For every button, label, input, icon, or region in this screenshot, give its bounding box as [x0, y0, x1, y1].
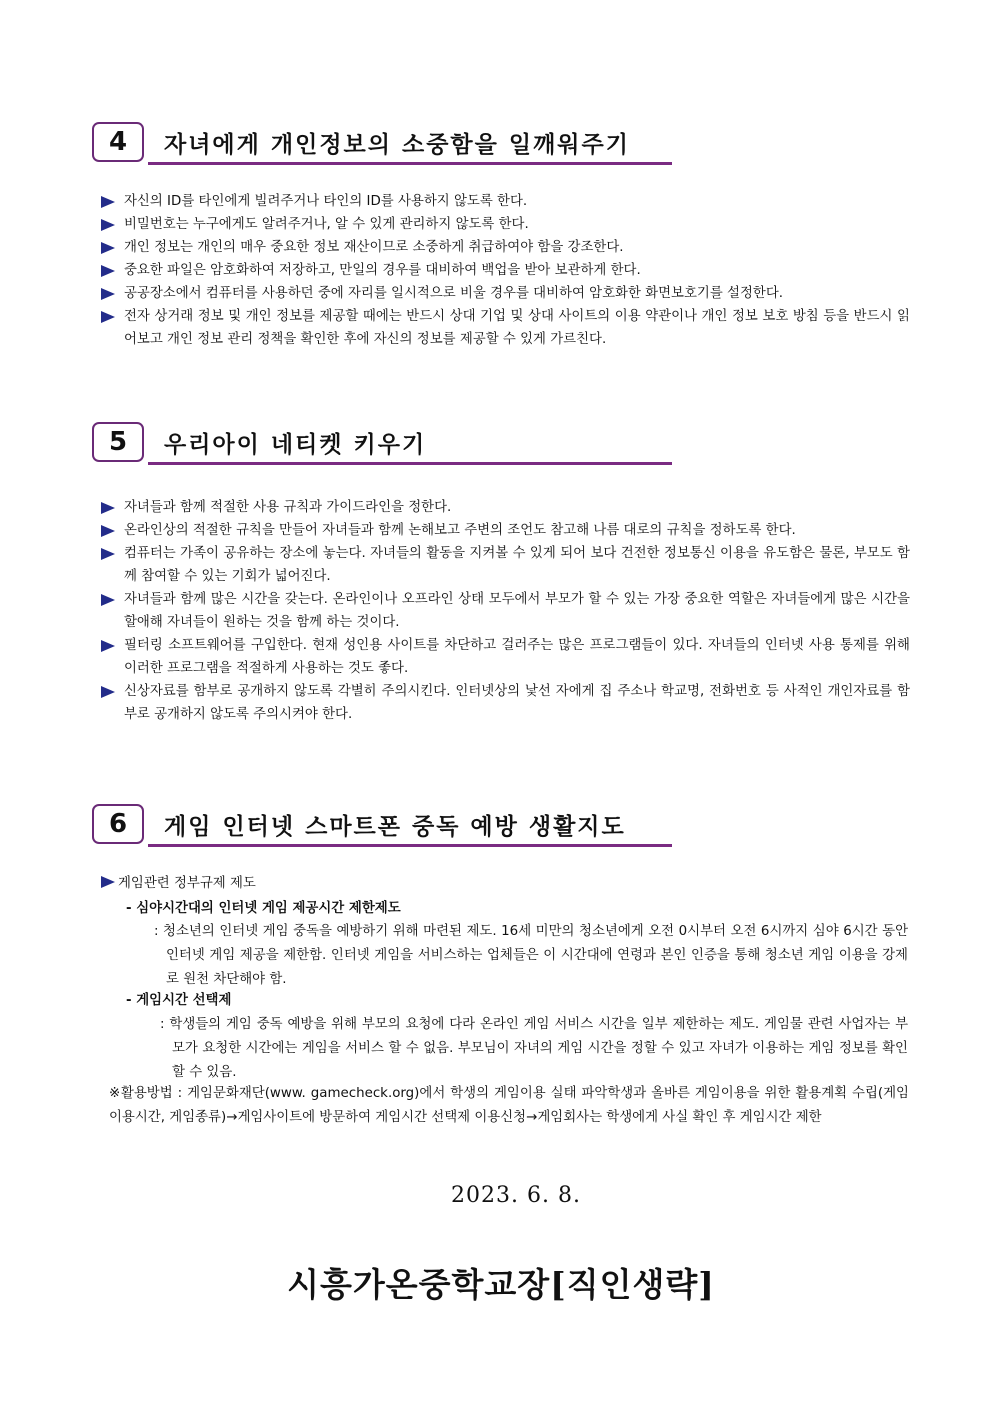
triangle-bullet-icon	[101, 242, 115, 254]
section-underline	[148, 844, 672, 847]
section-5-list	[100, 496, 910, 726]
document-date: 2023. 6. 8.	[451, 1183, 581, 1208]
triangle-bullet-icon	[101, 265, 115, 277]
section-underline	[148, 162, 672, 165]
list-item: 신상자료를 함부로 공개하지 않도록 각별히 주의시킨다. 인터넷상의 낯선 자에게 집 주소나 학교명, 전화번호 등 사적인 개인자료를 함부로 공개하지 않도록 주의시켜야 한다.	[100, 680, 910, 726]
triangle-bullet-icon	[101, 196, 115, 208]
list-item: 개인 정보는 개인의 매우 중요한 정보 재산이므로 소중하게 취급하여야 함을 강조한다.	[100, 236, 910, 259]
triangle-bullet-icon	[101, 686, 115, 698]
section-number-box: 4	[92, 122, 144, 162]
triangle-bullet-icon	[101, 311, 115, 323]
subsection-description: : 학생들의 게임 중독 예방을 위해 부모의 요청에 다라 온라인 게임 서비스 시간을 일부 제한하는 제도. 게임물 관련 사업자는 부모가 요청한 시간에는 게임을 서비스 할 수 없음. 부모님이 자녀의 게임 시간을 정할 수 있고 자녀가 이용하는 게임 정보를 확인할 수 있음.	[160, 1017, 908, 1080]
list-item: 비밀번호는 누구에게도 알려주거나, 알 수 있게 관리하지 않도록 한다.	[100, 213, 910, 236]
section-title: 자녀에게 개인정보의 소중함을 일깨워주기	[164, 132, 630, 158]
section-5-header	[92, 422, 672, 468]
subsection-description: : 청소년의 인터넷 게임 중독을 예방하기 위해 마련된 제도. 16세 미만의 청소년에게 오전 0시부터 오전 6시까지 심야 6시간 동안 인터넷 게임 제공을 제한함. 인터넷 게임을 서비스하는 업체들은 이 시간대에 연령과 본인 인증을 통해 청소년 게임 이용을 강제로 원천 차단해야 함.	[154, 924, 908, 987]
section-6-header	[92, 804, 672, 850]
triangle-bullet-icon	[101, 594, 115, 606]
list-item: 컴퓨터는 가족이 공유하는 장소에 놓는다. 자녀들의 활동을 지켜볼 수 있게 되어 보다 건전한 정보통신 이용을 유도함은 물론, 부모도 함께 참여할 수 있는 기회가 넓어진다.	[100, 542, 910, 588]
list-item: 온라인상의 적절한 규칙을 만들어 자녀들과 함께 논해보고 주변의 조언도 참고해 나름 대로의 규칙을 정하도록 한다.	[100, 519, 910, 542]
subsection-title: - 게임시간 선택제	[126, 993, 232, 1008]
triangle-bullet-icon	[101, 548, 115, 560]
triangle-bullet-icon	[101, 640, 115, 652]
section-4-list	[100, 190, 910, 351]
section-underline	[148, 462, 672, 465]
principal-signature: 시흥가온중학교장[직인생략]	[287, 1265, 715, 1304]
triangle-bullet-icon	[101, 876, 115, 888]
list-item: 자녀들과 함께 많은 시간을 갖는다. 온라인이나 오프라인 상태 모두에서 부모가 할 수 있는 가장 중요한 역할은 자녀들에게 많은 시간을 할애해 자녀들이 원하는 것을 함께 하는 것이다.	[100, 588, 910, 634]
list-item: 중요한 파일은 암호화하여 저장하고, 만일의 경우를 대비하여 백업을 받아 보관하게 한다.	[100, 259, 910, 282]
list-item: 자녀들과 함께 적절한 사용 규칙과 가이드라인을 정한다.	[100, 496, 910, 519]
triangle-bullet-icon	[101, 219, 115, 231]
section-4-header	[92, 122, 672, 168]
triangle-bullet-icon	[101, 502, 115, 514]
section-title: 우리아이 네티켓 키우기	[164, 432, 427, 458]
list-item: 필터링 소프트웨어를 구입한다. 현재 성인용 사이트를 차단하고 걸러주는 많은 프로그램들이 있다. 자녀들의 인터넷 사용 통제를 위해 이러한 프로그램을 적절하게 사용하는 것도 좋다.	[100, 634, 910, 680]
section-number-box: 5	[92, 422, 144, 462]
list-item: 전자 상거래 정보 및 개인 정보를 제공할 때에는 반드시 상대 기업 및 상대 사이트의 이용 약관이나 개인 정보 보호 방침 등을 반드시 읽어보고 개인 정보 관리 정책을 확인한 후에 자신의 정보를 제공할 수 있게 가르친다.	[100, 305, 910, 351]
section-title: 게임 인터넷 스마트폰 중독 예방 생활지도	[164, 814, 626, 840]
triangle-bullet-icon	[101, 525, 115, 537]
section-number-box: 6	[92, 804, 144, 844]
section-6-intro: 게임관련 정부규제 제도	[100, 872, 256, 896]
usage-note: ※활용방법 : 게임문화재단(www. gamecheck.org)에서 학생의 게임이용 실태 파악학생과 올바른 게임이용을 위한 활용계획 수립(게임 이용시간, 게임종류)→게임사이트에 방문하여 게임시간 선택제 이용신청→게임회사는 학생에게 사실 확인 후 게임시간 제한	[109, 1086, 909, 1125]
triangle-bullet-icon	[101, 288, 115, 300]
list-item: 자신의 ID를 타인에게 빌려주거나 타인의 ID를 사용하지 않도록 한다.	[100, 190, 910, 213]
list-item: 공공장소에서 컴퓨터를 사용하던 중에 자리를 일시적으로 비울 경우를 대비하여 암호화한 화면보호기를 설정한다.	[100, 282, 910, 305]
subsection-title: - 심야시간대의 인터넷 게임 제공시간 제한제도	[126, 901, 401, 916]
